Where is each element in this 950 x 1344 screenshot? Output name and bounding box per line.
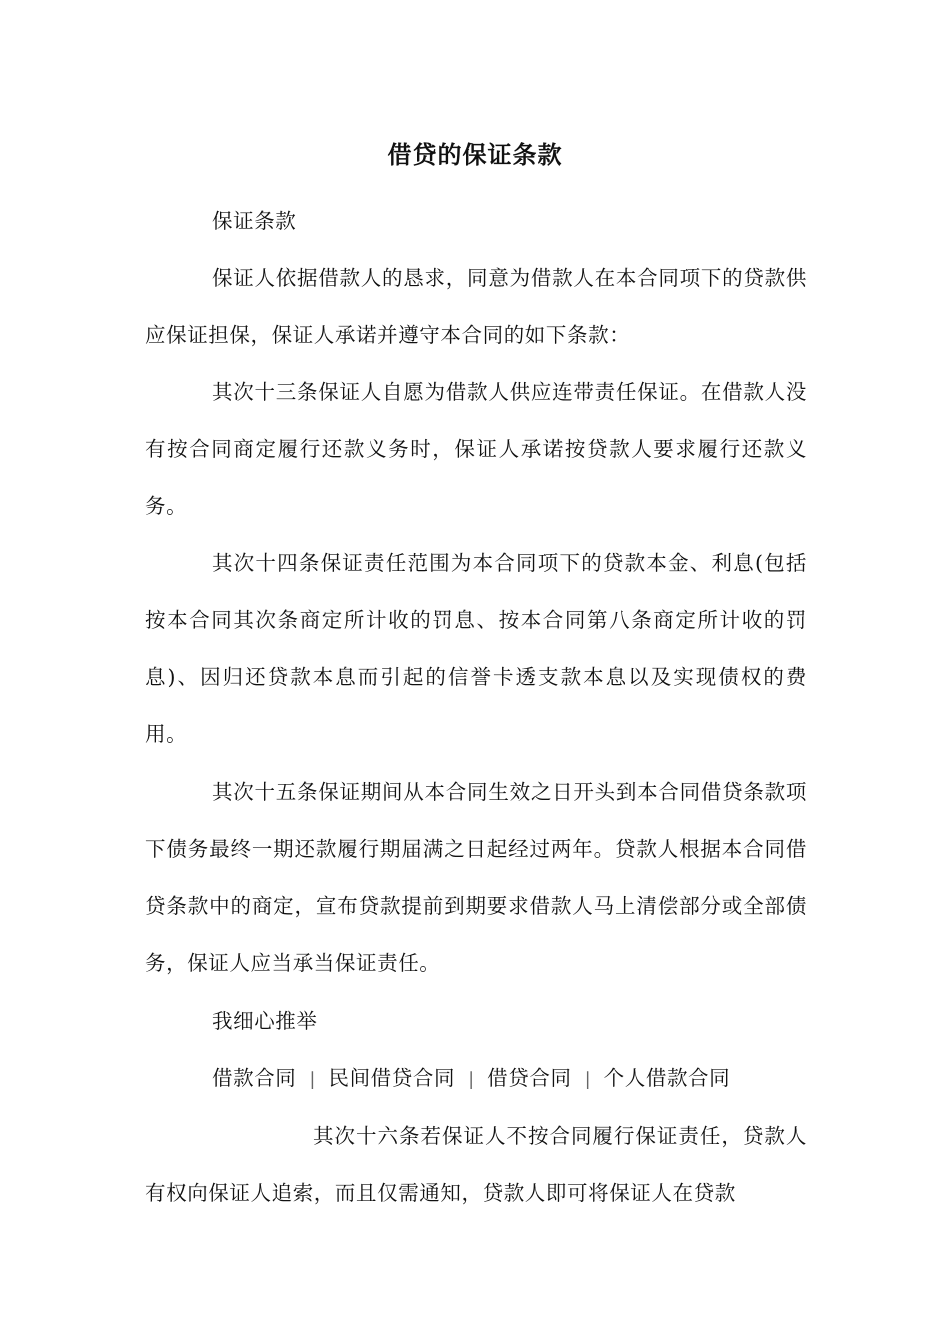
link-separator: |	[309, 1069, 316, 1090]
link-loan-contract[interactable]: 借款合同	[212, 1066, 297, 1090]
section-heading: 保证条款	[212, 209, 297, 233]
document-title: 借贷的保证条款	[387, 141, 563, 169]
intro-paragraph: 保证人依据借款人的恳求，同意为借款人在本合同项下的贷款供应保证担保，保证人承诺并遵守本合同的如下条款：	[145, 266, 807, 347]
link-lending-contract[interactable]: 借贷合同	[487, 1066, 572, 1090]
clause-13-paragraph: 其次十三条保证人自愿为借款人供应连带责任保证。在借款人没有按合同商定履行还款义务时，保证人承诺按贷款人要求履行还款义务。	[145, 380, 807, 518]
link-private-lending-contract[interactable]: 民间借贷合同	[328, 1066, 456, 1090]
clause-15-paragraph: 其次十五条保证期间从本合同生效之日开头到本合同借贷条款项下债务最终一期还款履行期届满之日起经过两年。贷款人根据本合同借贷条款中的商定，宣布贷款提前到期要求借款人马上清偿部分或全部债务，保证人应当承当保证责任。	[145, 780, 807, 975]
recommend-label: 我细心推举	[212, 1009, 318, 1033]
link-separator: |	[468, 1069, 475, 1090]
clause-14-paragraph: 其次十四条保证责任范围为本合同项下的贷款本金、利息(包括按本合同其次条商定所计收的罚息、按本合同第八条商定所计收的罚息)、因归还贷款本息而引起的信誉卡透支款本息以及实现债权的费用。	[145, 551, 807, 746]
recommend-links	[212, 1050, 730, 1108]
clause-16-paragraph: 其次十六条若保证人不按合同履行保证责任，贷款人有权向保证人追索，而且仅需通知，贷款人即可将保证人在贷款	[145, 1124, 807, 1205]
link-separator: |	[584, 1069, 591, 1090]
link-personal-loan-contract[interactable]: 个人借款合同	[603, 1066, 731, 1090]
